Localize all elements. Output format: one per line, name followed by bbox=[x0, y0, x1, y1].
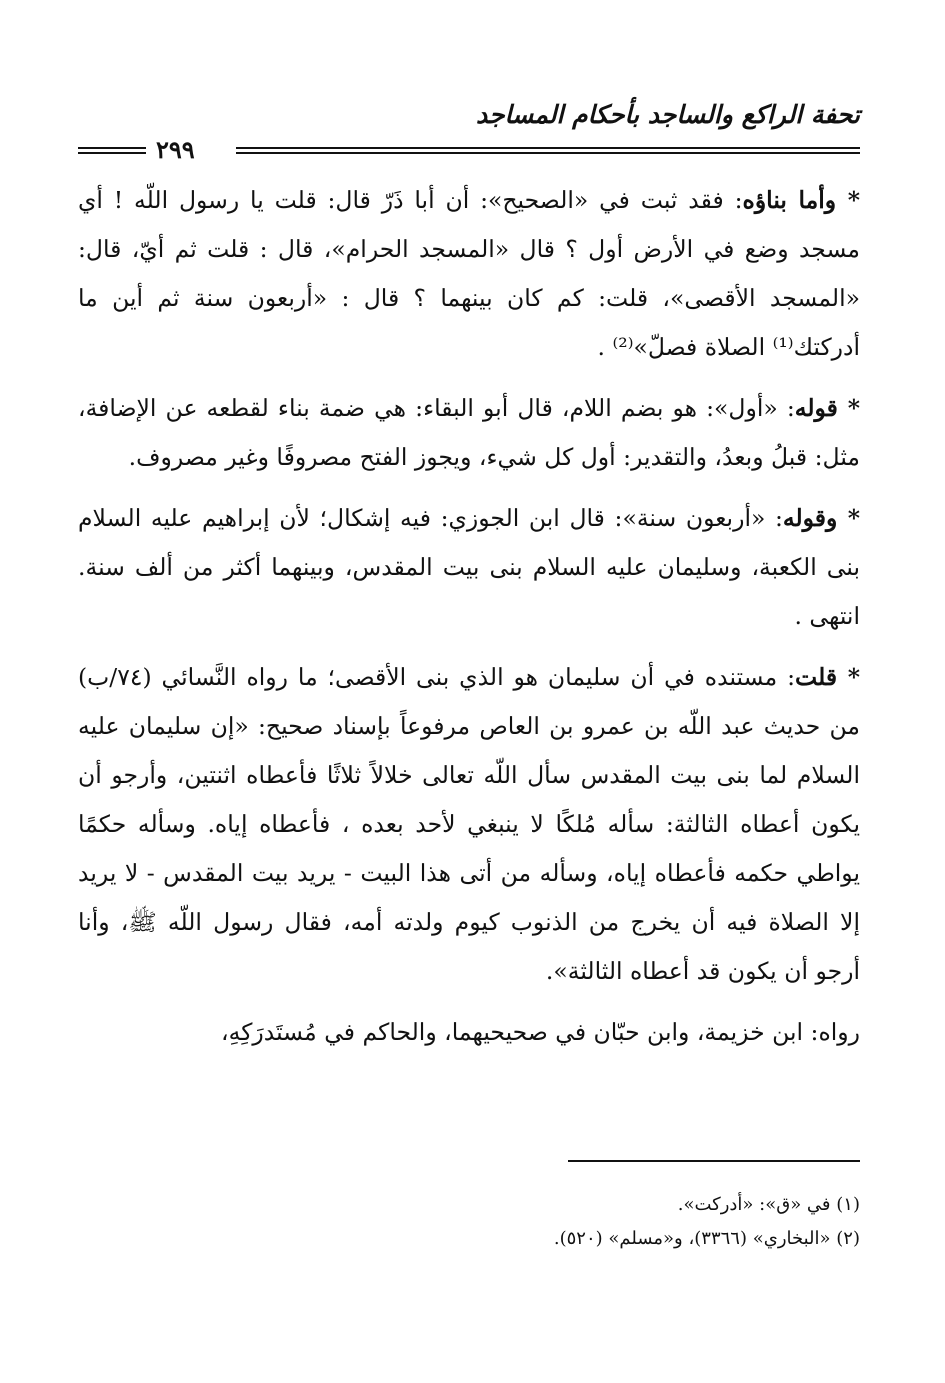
paragraph-narrated bbox=[78, 1008, 860, 1057]
header-rule-short bbox=[78, 147, 146, 154]
footnote-separator bbox=[568, 1160, 860, 1162]
paragraph-text: : «أول»: هو بضم اللام، قال أبو البقاء: هي ضمة بناء لقطعه عن الإضافة، مثل: قبلُ وبعدُ، والتقدير: أول كل شيء، ويجوز الفتح مصروفًا وغير مصروف. bbox=[78, 394, 860, 471]
paragraph-lead: * وقوله bbox=[782, 504, 860, 532]
page-header bbox=[78, 100, 860, 162]
paragraph-text: : فقد ثبت في «الصحيح»: أن أبا ذَرّ قال: قلت يا رسول اللّه ! أي مسجد وضع في الأرض أول ؟ قال «المسجد الحرام»، قال : قلت ثم أيّ، قال: «المسجد الأقصى»، قلت: كم كان بينهما ؟ قال : «أربعون سنة ثم أين ما أدركتك⁽¹⁾ الصلاة فصلّ»⁽²⁾ . bbox=[78, 186, 860, 361]
header-rule bbox=[78, 135, 860, 164]
header-rule-long bbox=[236, 147, 860, 154]
book-page bbox=[78, 100, 860, 1057]
paragraph-qultu bbox=[78, 653, 860, 996]
paragraph-forty-years bbox=[78, 494, 860, 641]
body-text bbox=[78, 176, 860, 1057]
paragraph-lead: * وأما بناؤه bbox=[742, 186, 860, 214]
paragraph-text: : مستنده في أن سليمان هو الذي بنى الأقصى؛ ما رواه النَّسائي (٧٤/ب) من حديث عبد اللّه بن عمرو بن العاص مرفوعاً بإسناد صحيح: «إن سليمان عليه السلام لما بنى بيت المقدس سأل اللّه تعالى خلالاً ثلاثًا فأعطاه اثنتين، وأرجو أن يكون أعطاه الثالثة: سأله مُلكًا لا ينبغي لأحد بعده ، فأعطاه إياه. وسأله حكمًا يواطي حكمه فأعطاه إياه، وسأله من أتى هذا البيت - يريد بيت المقدس - لا يريد إلا الصلاة فيه أن يخرج من الذنوب كيوم ولدته أمه، فقال رسول اللّه ﷺ، وأنا أرجو أن يكون قد أعطاه الثالثة». bbox=[78, 663, 860, 985]
paragraph-lead: * قوله bbox=[794, 394, 860, 422]
paragraph-building bbox=[78, 176, 860, 372]
footnote-1: (١) في «ق»: «أدركت». bbox=[677, 1194, 860, 1215]
running-title: تحفة الراكع والساجد بأحكام المساجد bbox=[475, 100, 860, 129]
paragraph-text: رواه: ابن خزيمة، وابن حبّان في صحيحيهما، والحاكم في مُستَدرَكِهِ، bbox=[221, 1018, 860, 1046]
paragraph-awwal bbox=[78, 384, 860, 482]
footnotes bbox=[78, 1188, 860, 1256]
paragraph-text: : «أربعون سنة»: قال ابن الجوزي: فيه إشكال؛ لأن إبراهيم عليه السلام بنى الكعبة، وسليمان عليه السلام بنى بيت المقدس، وبينهما أكثر من ألف سنة. انتهى . bbox=[78, 504, 860, 630]
paragraph-lead: * قلت bbox=[795, 663, 861, 691]
page-number: ٢٩٩ bbox=[156, 135, 195, 164]
footnote-2: (٢) «البخاري» (٣٣٦٦)، و«مسلم» (٥٢٠). bbox=[553, 1228, 860, 1249]
